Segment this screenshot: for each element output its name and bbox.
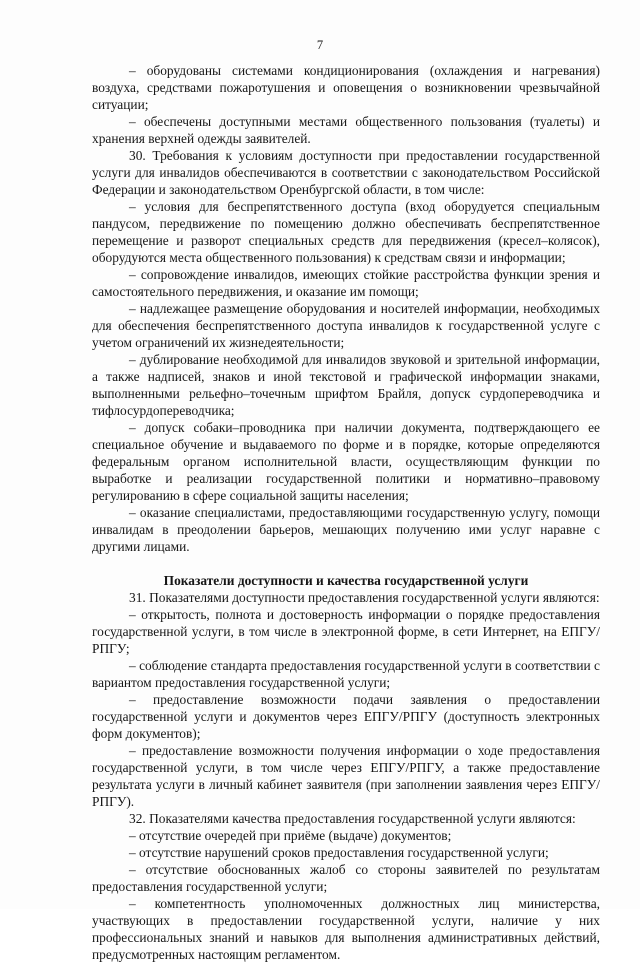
paragraph: – открытость, полнота и достоверность информации о порядке предоставления государственной услуги, в том числе в электронной форме, в сети Интернет, на ЕПГУ/РПГУ; (92, 607, 600, 656)
paragraph: – отсутствие очередей при приёме (выдаче) документов; (129, 828, 452, 843)
paragraph: – отсутствие обоснованных жалоб со стороны заявителей по результатам предоставления государственной услуги; (92, 862, 600, 894)
paragraph: – условия для беспрепятственного доступа (вход оборудуется специальным пандусом, передвижение по помещению должно обеспечивать беспрепятственное перемещение и разворот специальных средств для передвижения (кресел–колясок), оборудуются места общественного пользования) к средствам связи и информации; (92, 199, 600, 265)
paragraph: – сопровождение инвалидов, имеющих стойкие расстройства функции зрения и самостоятельного передвижения, и оказание им помощи; (92, 267, 600, 299)
paragraph: 31. Показателями доступности предоставления государственной услуги являются: (129, 590, 600, 605)
paragraph: – дублирование необходимой для инвалидов звуковой и зрительной информации, а также надписей, знаков и иной текстовой и графической информации знаками, выполненными рельефно–точечным шрифтом Брайля, допуск сурдопереводчика и тифлосурдопереводчика; (92, 352, 600, 418)
paragraph: – оборудованы системами кондиционирования (охлаждения и нагревания) воздуха, средствами пожаротушения и оповещения о возникновении чрезвычайной ситуации; (92, 63, 600, 112)
paragraph: 32. Показателями качества предоставления государственной услуги являются: (129, 811, 576, 826)
paragraph: – надлежащее размещение оборудования и носителей информации, необходимых для обеспечения беспрепятственного доступа инвалидов к государственной услуге с учетом ограничений их жизнедеятельности; (92, 301, 600, 350)
paragraph: – оказание специалистами, предоставляющими государственную услугу, помощи инвалидам в преодолении барьеров, мешающих получению ими услуг наравне с другими лицами. (92, 505, 600, 554)
paragraph: 30. Требования к условиям доступности при предоставлении государственной услуги для инвалидов обеспечиваются в соответствии с законодательством Российской Федерации и законодательством Оренбургской области, в том числе: (92, 148, 600, 197)
document-body (92, 62, 600, 963)
section-heading: Показатели доступности и качества государственной услуги (163, 573, 529, 588)
paragraph: – допуск собаки–проводника при наличии документа, подтверждающего ее специальное обучение и выдаваемого по форме и в порядке, которые определяются федеральным органом исполнительной власти, осуществляющим функции по выработке и реализации государственной политики и нормативно–правовому регулированию в сфере социальной защиты населения; (92, 420, 600, 503)
paragraph: – обеспечены доступными местами общественного пользования (туалеты) и хранения верхней одежды заявителей. (92, 114, 600, 146)
paragraph: – предоставление возможности получения информации о ходе предоставления государственной услуги, в том числе через ЕПГУ/РПГУ, а также предоставление результата услуги в личный кабинет заявителя (при заполнении заявления через ЕПГУ/РПГУ). (92, 743, 600, 809)
page-number: 7 (316, 38, 324, 52)
paragraph: – предоставление возможности подачи заявления о предоставлении государственной услуги и документов через ЕПГУ/РПГУ (доступность электронных форм документов); (92, 692, 600, 741)
paragraph: – компетентность уполномоченных должностных лиц министерства, участвующих в предоставлении государственной услуги, наличие у них профессиональных знаний и навыков для выполнения административных действий, предусмотренных настоящим регламентом. (92, 896, 600, 962)
paragraph: – отсутствие нарушений сроков предоставления государственной услуги; (129, 845, 549, 860)
paragraph: – соблюдение стандарта предоставления государственной услуги в соответствии с вариантом предоставления государственной услуги; (92, 658, 600, 690)
